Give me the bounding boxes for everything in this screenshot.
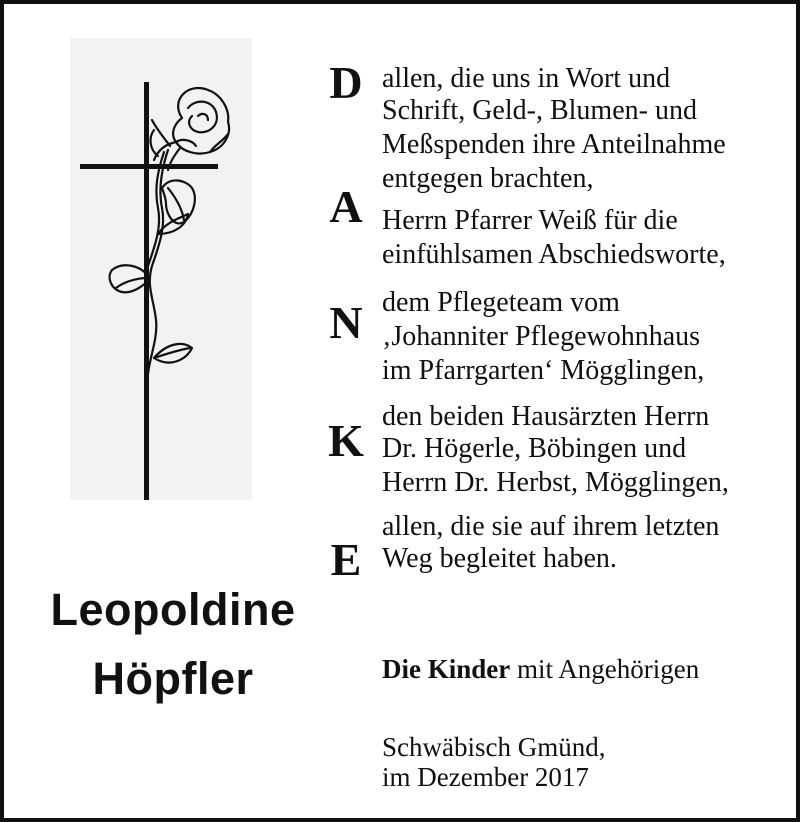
danke-letter: K	[328, 415, 364, 466]
thanks-line: ‚Johanniter Pflegewohnhaus	[382, 321, 701, 352]
thanks-line: dem Pflegeteam vom	[382, 287, 620, 318]
thanks-line: Dr. Högerle, Böbingen und	[382, 433, 687, 464]
signature	[382, 654, 699, 684]
thanks-line: Schrift, Geld-, Blumen- und	[382, 95, 697, 126]
danke-letter: A	[329, 181, 363, 232]
danke-letter: D	[329, 57, 363, 108]
signature-bold: Die Kinder	[382, 654, 511, 684]
deceased-last-name: Höpfler	[92, 653, 254, 704]
thanks-line: Herrn Pfarrer Weiß für die	[382, 205, 678, 236]
thanks-line: Weg begleitet haben.	[382, 543, 617, 574]
thanks-line: allen, die uns in Wort und	[382, 63, 671, 94]
date: im Dezember 2017	[382, 762, 589, 792]
place: Schwäbisch Gmünd,	[382, 732, 606, 762]
danke-letter: N	[329, 297, 363, 348]
cross-rose-illustration	[70, 38, 252, 500]
signature-rest: mit Angehörigen	[510, 654, 700, 684]
danke-letter: E	[330, 534, 362, 585]
thanks-line: allen, die sie auf ihrem letzten	[382, 511, 720, 542]
thanks-line: Meßspenden ihre Anteilnahme	[382, 129, 726, 160]
cross-with-rose-icon	[70, 38, 252, 500]
deceased-first-name: Leopoldine	[50, 584, 296, 635]
thanks-line: Herrn Dr. Herbst, Mögglingen,	[382, 467, 729, 498]
thanks-line: entgegen brachten,	[382, 163, 594, 194]
thanks-line: einfühlsamen Abschiedsworte,	[382, 239, 726, 270]
thanks-line: den beiden Hausärzten Herrn	[382, 401, 710, 432]
thanks-line: im Pfarrgarten‘ Mögglingen,	[382, 355, 705, 386]
